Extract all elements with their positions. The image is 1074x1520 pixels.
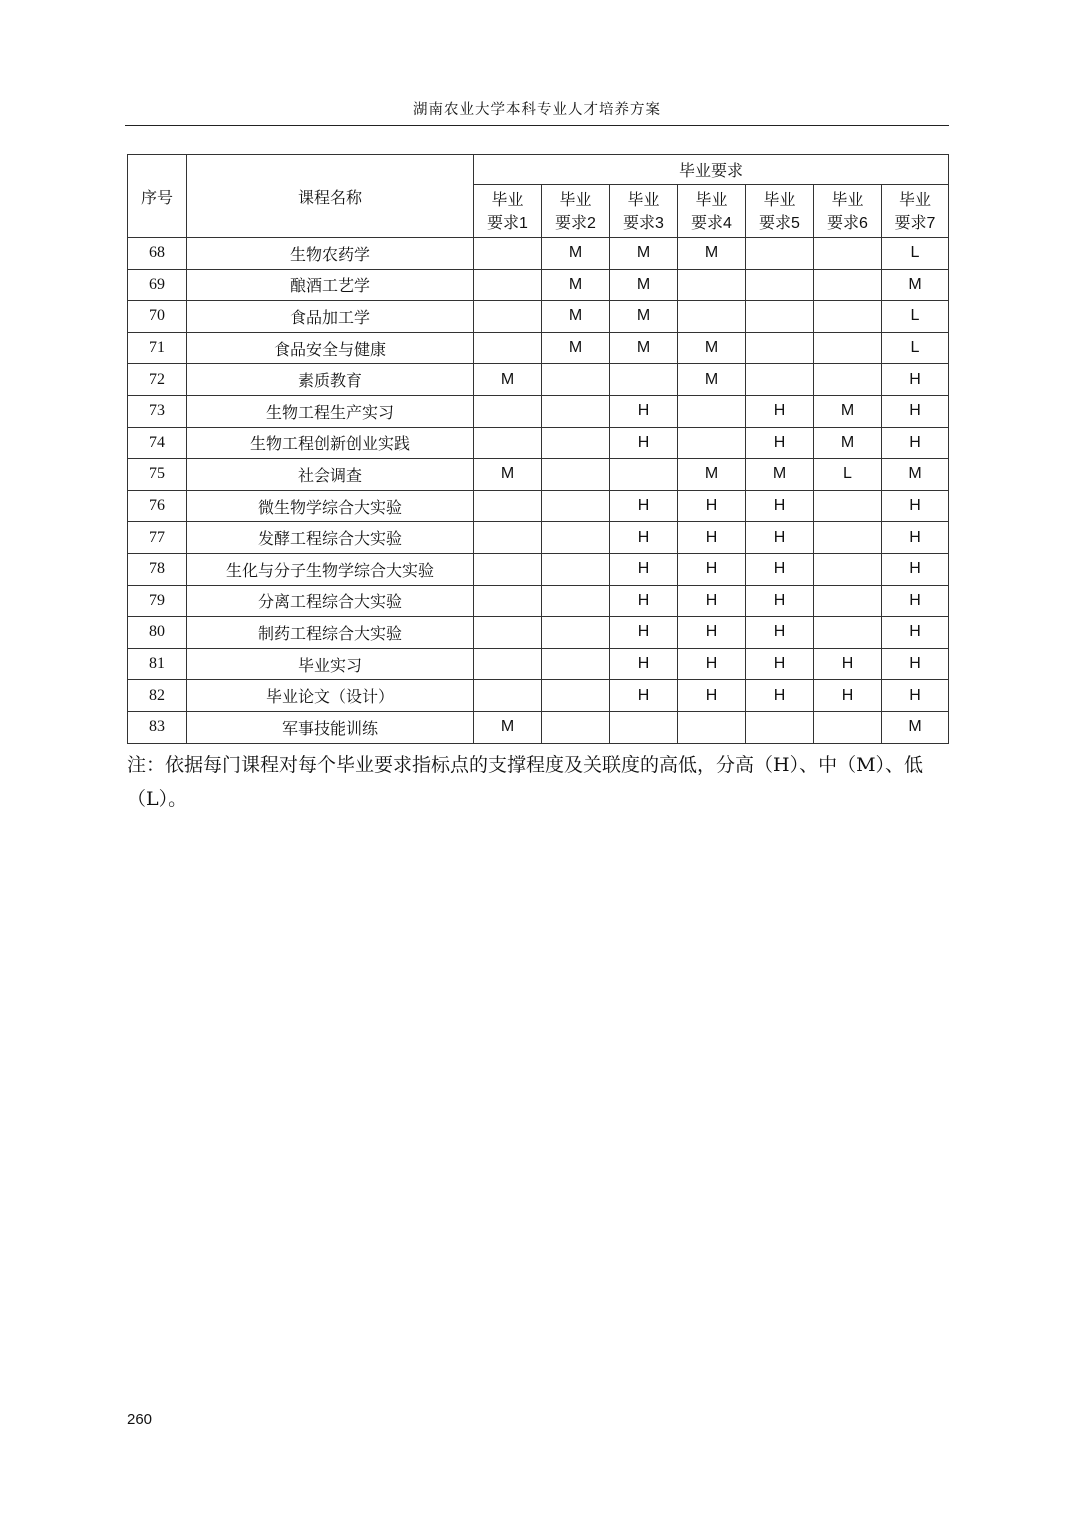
support-level-cell-req-6: L xyxy=(814,459,882,491)
col-header-no: 序号 xyxy=(128,155,187,238)
course-name-cell: 生物工程创新创业实践 xyxy=(187,427,474,459)
table-row xyxy=(128,711,949,743)
support-level-cell-req-3: M xyxy=(610,269,678,301)
support-level-cell-req-5 xyxy=(746,301,814,333)
support-level-cell-req-5 xyxy=(746,332,814,364)
support-level-cell-req-2 xyxy=(542,553,610,585)
support-level-cell-req-3: H xyxy=(610,490,678,522)
support-level-cell-req-2 xyxy=(542,585,610,617)
support-level-cell-req-7: L xyxy=(882,332,949,364)
table-row xyxy=(128,301,949,333)
req-header-4 xyxy=(678,185,746,238)
support-level-cell-req-3: H xyxy=(610,648,678,680)
running-header: 湖南农业大学本科专业人才培养方案 xyxy=(413,102,661,118)
support-level-cell-req-4 xyxy=(678,395,746,427)
req-header-top: 毕业 xyxy=(559,189,592,209)
support-level-cell-req-3: H xyxy=(610,585,678,617)
support-level-cell-req-5: H xyxy=(746,553,814,585)
support-level-cell-req-6: M xyxy=(814,395,882,427)
support-level-cell-req-5: H xyxy=(746,617,814,649)
support-level-cell-req-1: M xyxy=(474,459,542,491)
support-level-cell-req-2 xyxy=(542,680,610,712)
req-header-num: 1 xyxy=(519,214,528,232)
table-row xyxy=(128,648,949,680)
support-level-cell-req-7: H xyxy=(882,680,949,712)
support-level-cell-req-1 xyxy=(474,269,542,301)
course-name-cell: 酿酒工艺学 xyxy=(187,269,474,301)
table-row xyxy=(128,585,949,617)
support-level-cell-req-4 xyxy=(678,269,746,301)
support-level-cell-req-4: M xyxy=(678,459,746,491)
req-header-label: 要求 xyxy=(894,212,927,232)
course-name-cell: 毕业实习 xyxy=(187,648,474,680)
support-level-cell-req-7: H xyxy=(882,553,949,585)
support-level-cell-req-2 xyxy=(542,522,610,554)
support-level-cell-req-7: H xyxy=(882,648,949,680)
support-level-cell-req-7: H xyxy=(882,364,949,396)
support-level-cell-req-7: H xyxy=(882,617,949,649)
table-row xyxy=(128,427,949,459)
support-level-cell-req-2 xyxy=(542,459,610,491)
course-requirement-matrix xyxy=(127,154,949,744)
support-level-cell-req-5: H xyxy=(746,395,814,427)
support-level-cell-req-4: H xyxy=(678,553,746,585)
req-header-num: 6 xyxy=(859,214,868,232)
support-level-cell-req-5: H xyxy=(746,648,814,680)
support-level-cell-req-6 xyxy=(814,711,882,743)
support-level-cell-req-6 xyxy=(814,490,882,522)
support-level-cell-req-4: H xyxy=(678,617,746,649)
req-header-3 xyxy=(610,185,678,238)
table-body xyxy=(128,238,949,744)
course-number-cell: 81 xyxy=(128,648,187,680)
table-row xyxy=(128,459,949,491)
support-level-cell-req-2: M xyxy=(542,301,610,333)
support-level-cell-req-7: M xyxy=(882,711,949,743)
support-level-cell-req-6 xyxy=(814,301,882,333)
table-row xyxy=(128,238,949,270)
support-level-cell-req-6 xyxy=(814,364,882,396)
support-level-cell-req-2 xyxy=(542,395,610,427)
support-level-cell-req-7: H xyxy=(882,427,949,459)
support-level-cell-req-6 xyxy=(814,553,882,585)
req-header-num: 2 xyxy=(587,214,596,232)
support-level-cell-req-4: H xyxy=(678,585,746,617)
support-level-cell-req-5 xyxy=(746,711,814,743)
req-header-label: 要求 xyxy=(623,212,656,232)
course-name-cell: 生物农药学 xyxy=(187,238,474,270)
table-note: 注：依据每门课程对每个毕业要求指标点的支撑程度及关联度的高低，分高（H）、中（M）、低（L）。 xyxy=(127,754,924,810)
req-header-label: 要求 xyxy=(555,212,588,232)
req-header-1 xyxy=(474,185,542,238)
req-header-num: 3 xyxy=(655,214,664,232)
course-name-cell: 军事技能训练 xyxy=(187,711,474,743)
support-level-cell-req-6: H xyxy=(814,648,882,680)
support-level-cell-req-1 xyxy=(474,585,542,617)
course-number-cell: 78 xyxy=(128,553,187,585)
req-header-label: 要求 xyxy=(827,212,860,232)
req-header-num: 7 xyxy=(926,214,936,232)
req-header-label: 要求 xyxy=(759,212,792,232)
support-level-cell-req-5 xyxy=(746,364,814,396)
table-row xyxy=(128,617,949,649)
support-level-cell-req-5: H xyxy=(746,680,814,712)
table-row xyxy=(128,269,949,301)
support-level-cell-req-5: H xyxy=(746,490,814,522)
support-level-cell-req-3 xyxy=(610,364,678,396)
course-name-cell: 食品安全与健康 xyxy=(187,332,474,364)
req-header-num: 4 xyxy=(723,214,732,232)
support-level-cell-req-7: H xyxy=(882,522,949,554)
support-level-cell-req-1 xyxy=(474,238,542,270)
support-level-cell-req-1 xyxy=(474,490,542,522)
course-number-cell: 80 xyxy=(128,617,187,649)
support-level-cell-req-3 xyxy=(610,459,678,491)
support-level-cell-req-6: H xyxy=(814,680,882,712)
support-level-cell-req-2: M xyxy=(542,269,610,301)
support-level-cell-req-6 xyxy=(814,522,882,554)
support-level-cell-req-1 xyxy=(474,427,542,459)
course-name-cell: 发酵工程综合大实验 xyxy=(187,522,474,554)
support-level-cell-req-6 xyxy=(814,332,882,364)
support-level-cell-req-2 xyxy=(542,364,610,396)
support-level-cell-req-4: M xyxy=(678,332,746,364)
req-header-2 xyxy=(542,185,610,238)
support-level-cell-req-6 xyxy=(814,269,882,301)
support-level-cell-req-2 xyxy=(542,617,610,649)
course-name-cell: 制药工程综合大实验 xyxy=(187,617,474,649)
req-header-7 xyxy=(882,185,949,238)
course-number-cell: 73 xyxy=(128,395,187,427)
course-number-cell: 75 xyxy=(128,459,187,491)
support-level-cell-req-5: M xyxy=(746,459,814,491)
support-level-cell-req-2 xyxy=(542,490,610,522)
course-number-cell: 70 xyxy=(128,301,187,333)
support-level-cell-req-7: H xyxy=(882,490,949,522)
table-head xyxy=(128,155,949,238)
support-level-cell-req-4 xyxy=(678,301,746,333)
support-level-cell-req-1: M xyxy=(474,364,542,396)
support-level-cell-req-4 xyxy=(678,711,746,743)
course-number-cell: 69 xyxy=(128,269,187,301)
course-number-cell: 68 xyxy=(128,238,187,270)
support-level-cell-req-2 xyxy=(542,648,610,680)
support-level-cell-req-1 xyxy=(474,617,542,649)
table-row xyxy=(128,490,949,522)
support-level-cell-req-4: H xyxy=(678,522,746,554)
req-header-label: 要求 xyxy=(691,212,724,232)
support-level-cell-req-4: H xyxy=(678,680,746,712)
req-header-top: 毕业 xyxy=(695,189,728,209)
req-header-num: 5 xyxy=(791,214,800,232)
support-level-cell-req-2 xyxy=(542,427,610,459)
course-name-cell: 生化与分子生物学综合大实验 xyxy=(187,553,474,585)
support-level-cell-req-6 xyxy=(814,238,882,270)
course-number-cell: 77 xyxy=(128,522,187,554)
course-number-cell: 82 xyxy=(128,680,187,712)
support-level-cell-req-5 xyxy=(746,269,814,301)
course-number-cell: 83 xyxy=(128,711,187,743)
support-level-cell-req-4: H xyxy=(678,648,746,680)
course-name-cell: 分离工程综合大实验 xyxy=(187,585,474,617)
course-name-cell: 生物工程生产实习 xyxy=(187,395,474,427)
course-name-cell: 毕业论文（设计） xyxy=(187,680,474,712)
req-header-top: 毕业 xyxy=(898,189,931,209)
support-level-cell-req-7: M xyxy=(882,269,949,301)
course-name-cell: 社会调查 xyxy=(187,459,474,491)
support-level-cell-req-3 xyxy=(610,711,678,743)
course-name-cell: 素质教育 xyxy=(187,364,474,396)
course-number-cell: 71 xyxy=(128,332,187,364)
support-level-cell-req-5: H xyxy=(746,522,814,554)
support-level-cell-req-3: H xyxy=(610,617,678,649)
support-level-cell-req-3: M xyxy=(610,332,678,364)
support-level-cell-req-3: M xyxy=(610,301,678,333)
table-row xyxy=(128,364,949,396)
page-number: 260 xyxy=(127,1411,153,1428)
support-level-cell-req-4 xyxy=(678,427,746,459)
table-row xyxy=(128,332,949,364)
support-level-cell-req-1: M xyxy=(474,711,542,743)
course-number-cell: 79 xyxy=(128,585,187,617)
support-level-cell-req-1 xyxy=(474,553,542,585)
req-header-top: 毕业 xyxy=(763,189,796,209)
support-level-cell-req-6 xyxy=(814,617,882,649)
req-header-top: 毕业 xyxy=(831,189,864,209)
support-level-cell-req-6 xyxy=(814,585,882,617)
course-number-cell: 72 xyxy=(128,364,187,396)
req-header-top: 毕业 xyxy=(491,189,524,209)
support-level-cell-req-3: H xyxy=(610,427,678,459)
support-level-cell-req-7: L xyxy=(882,238,949,270)
req-header-5 xyxy=(746,185,814,238)
col-header-name: 课程名称 xyxy=(187,155,474,238)
course-name-cell: 微生物学综合大实验 xyxy=(187,490,474,522)
course-number-cell: 76 xyxy=(128,490,187,522)
support-level-cell-req-2: M xyxy=(542,238,610,270)
support-level-cell-req-1 xyxy=(474,395,542,427)
table-row xyxy=(128,395,949,427)
support-level-cell-req-4: M xyxy=(678,238,746,270)
support-level-cell-req-5: H xyxy=(746,427,814,459)
req-header-top: 毕业 xyxy=(627,189,660,209)
support-level-cell-req-5: H xyxy=(746,585,814,617)
support-level-cell-req-3: H xyxy=(610,395,678,427)
support-level-cell-req-1 xyxy=(474,680,542,712)
support-level-cell-req-3: M xyxy=(610,238,678,270)
support-level-cell-req-3: H xyxy=(610,522,678,554)
header-rule xyxy=(125,125,949,126)
course-name-cell: 食品加工学 xyxy=(187,301,474,333)
table-row xyxy=(128,522,949,554)
support-level-cell-req-4: M xyxy=(678,364,746,396)
support-level-cell-req-3: H xyxy=(610,553,678,585)
support-level-cell-req-5 xyxy=(746,238,814,270)
support-level-cell-req-3: H xyxy=(610,680,678,712)
table-row xyxy=(128,680,949,712)
support-level-cell-req-1 xyxy=(474,648,542,680)
support-level-cell-req-7: M xyxy=(882,459,949,491)
col-header-requirements-group: 毕业要求 xyxy=(474,155,949,185)
req-header-6 xyxy=(814,185,882,238)
support-level-cell-req-6: M xyxy=(814,427,882,459)
support-level-cell-req-1 xyxy=(474,301,542,333)
support-level-cell-req-7: L xyxy=(882,301,949,333)
support-level-cell-req-7: H xyxy=(882,585,949,617)
support-level-cell-req-1 xyxy=(474,522,542,554)
support-level-cell-req-7: H xyxy=(882,395,949,427)
req-header-label: 要求 xyxy=(487,212,520,232)
support-level-cell-req-2 xyxy=(542,711,610,743)
support-level-cell-req-4: H xyxy=(678,490,746,522)
support-level-cell-req-2: M xyxy=(542,332,610,364)
table-row xyxy=(128,553,949,585)
course-number-cell: 74 xyxy=(128,427,187,459)
support-level-cell-req-1 xyxy=(474,332,542,364)
